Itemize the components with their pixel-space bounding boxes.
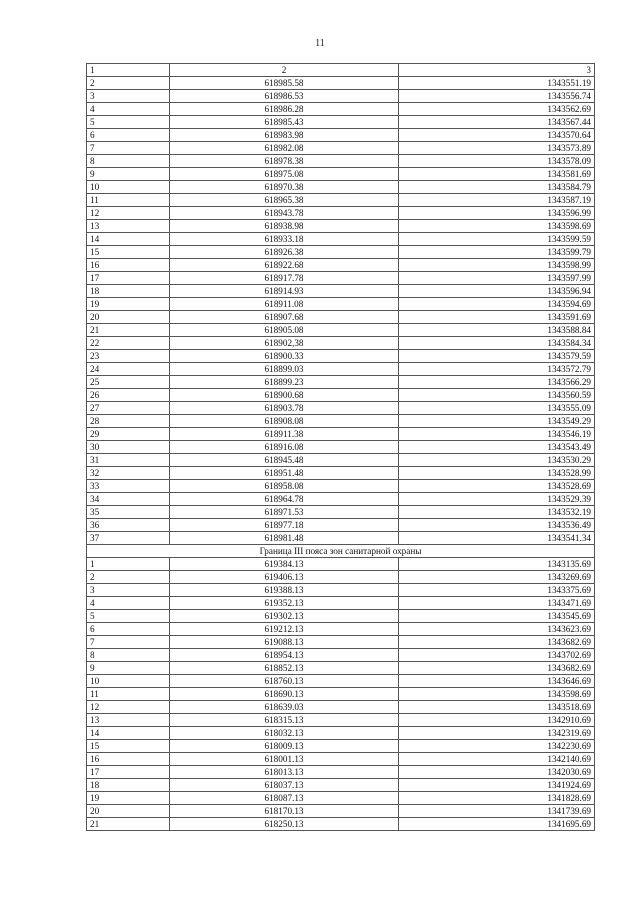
- y-coordinate-cell: 1343702.69: [399, 649, 595, 662]
- y-coordinate-cell: 1342319.69: [399, 727, 595, 740]
- point-number-cell: 19: [87, 298, 170, 311]
- table-row: [87, 792, 595, 805]
- point-number-cell: 17: [87, 272, 170, 285]
- table-row: [87, 220, 595, 233]
- table-row: [87, 519, 595, 532]
- section-title: Граница III пояса зон санитарной охраны: [87, 545, 595, 558]
- point-number-cell: 8: [87, 649, 170, 662]
- y-coordinate-cell: 1343562.69: [399, 103, 595, 116]
- y-coordinate-cell: 1343579.59: [399, 350, 595, 363]
- x-coordinate-cell: 618916.08: [170, 441, 399, 454]
- table-row: [87, 558, 595, 571]
- point-number-cell: 21: [87, 818, 170, 831]
- x-coordinate-cell: 618917.78: [170, 272, 399, 285]
- y-coordinate-cell: 1343560.59: [399, 389, 595, 402]
- point-number-cell: 10: [87, 675, 170, 688]
- point-number-cell: 7: [87, 142, 170, 155]
- point-number-cell: 7: [87, 636, 170, 649]
- point-number-cell: 23: [87, 350, 170, 363]
- x-coordinate-cell: 618013.13: [170, 766, 399, 779]
- table-row: [87, 571, 595, 584]
- table-row: [87, 402, 595, 415]
- table-row: [87, 311, 595, 324]
- y-coordinate-cell: 1343551.19: [399, 77, 595, 90]
- y-coordinate-cell: 1343646.69: [399, 675, 595, 688]
- point-number-cell: 15: [87, 246, 170, 259]
- point-number-cell: 6: [87, 129, 170, 142]
- x-coordinate-cell: 618975.08: [170, 168, 399, 181]
- x-coordinate-cell: 618900.68: [170, 389, 399, 402]
- y-coordinate-cell: 1343471.69: [399, 597, 595, 610]
- x-coordinate-cell: 619384.13: [170, 558, 399, 571]
- table-row: [87, 116, 595, 129]
- y-coordinate-cell: 1343573.89: [399, 142, 595, 155]
- y-coordinate-cell: 1343584.79: [399, 181, 595, 194]
- point-number-cell: 34: [87, 493, 170, 506]
- y-coordinate-cell: 1343581.69: [399, 168, 595, 181]
- x-coordinate-cell: 618907.68: [170, 311, 399, 324]
- table-row: [87, 155, 595, 168]
- x-coordinate-cell: 618905.08: [170, 324, 399, 337]
- x-coordinate-cell: 619352.13: [170, 597, 399, 610]
- y-coordinate-cell: 1343269.69: [399, 571, 595, 584]
- x-coordinate-cell: 618943.78: [170, 207, 399, 220]
- y-coordinate-cell: 1343541.34: [399, 532, 595, 545]
- table-row: [87, 805, 595, 818]
- y-coordinate-cell: 1343528.99: [399, 467, 595, 480]
- point-number-cell: 19: [87, 792, 170, 805]
- table-row: [87, 285, 595, 298]
- x-coordinate-cell: 618170.13: [170, 805, 399, 818]
- x-coordinate-cell: 618914.93: [170, 285, 399, 298]
- y-coordinate-cell: 1343528.69: [399, 480, 595, 493]
- y-coordinate-cell: 1343598.69: [399, 688, 595, 701]
- table-row: [87, 168, 595, 181]
- table-row: [87, 298, 595, 311]
- point-number-cell: 9: [87, 168, 170, 181]
- point-number-cell: 4: [87, 597, 170, 610]
- x-coordinate-cell: 618250.13: [170, 818, 399, 831]
- y-coordinate-cell: 1343588.84: [399, 324, 595, 337]
- x-coordinate-cell: 618965.38: [170, 194, 399, 207]
- x-coordinate-cell: 618009.13: [170, 740, 399, 753]
- point-number-cell: 2: [87, 77, 170, 90]
- x-coordinate-cell: 618986.28: [170, 103, 399, 116]
- table-row: [87, 363, 595, 376]
- x-coordinate-cell: 618639.03: [170, 701, 399, 714]
- table-row: [87, 337, 595, 350]
- x-coordinate-cell: 618945.48: [170, 454, 399, 467]
- x-coordinate-cell: 618971.53: [170, 506, 399, 519]
- point-number-cell: 8: [87, 155, 170, 168]
- section-row: [87, 545, 595, 558]
- point-number-cell: 12: [87, 207, 170, 220]
- y-coordinate-cell: 1342140.69: [399, 753, 595, 766]
- point-number-cell: 13: [87, 714, 170, 727]
- x-coordinate-cell: 618964.78: [170, 493, 399, 506]
- x-coordinate-cell: 618899.03: [170, 363, 399, 376]
- header-col-3: 3: [399, 64, 595, 77]
- x-coordinate-cell: 618954.13: [170, 649, 399, 662]
- point-number-cell: 37: [87, 532, 170, 545]
- x-coordinate-cell: 618315.13: [170, 714, 399, 727]
- table-row: [87, 324, 595, 337]
- y-coordinate-cell: 1341828.69: [399, 792, 595, 805]
- y-coordinate-cell: 1343555.09: [399, 402, 595, 415]
- x-coordinate-cell: 618977.18: [170, 519, 399, 532]
- x-coordinate-cell: 618911.38: [170, 428, 399, 441]
- y-coordinate-cell: 1343532.19: [399, 506, 595, 519]
- y-coordinate-cell: 1343549.29: [399, 415, 595, 428]
- x-coordinate-cell: 618001.13: [170, 753, 399, 766]
- y-coordinate-cell: 1343375.69: [399, 584, 595, 597]
- point-number-cell: 2: [87, 571, 170, 584]
- x-coordinate-cell: 618032.13: [170, 727, 399, 740]
- table-row: [87, 181, 595, 194]
- point-number-cell: 20: [87, 311, 170, 324]
- table-row: [87, 610, 595, 623]
- table-row: [87, 480, 595, 493]
- page-number: 11: [315, 38, 325, 49]
- point-number-cell: 1: [87, 558, 170, 571]
- y-coordinate-cell: 1343591.69: [399, 311, 595, 324]
- x-coordinate-cell: 618087.13: [170, 792, 399, 805]
- point-number-cell: 15: [87, 740, 170, 753]
- table-row: [87, 129, 595, 142]
- x-coordinate-cell: 618951.48: [170, 467, 399, 480]
- y-coordinate-cell: 1343596.94: [399, 285, 595, 298]
- table-row: [87, 818, 595, 831]
- point-number-cell: 17: [87, 766, 170, 779]
- y-coordinate-cell: 1343545.69: [399, 610, 595, 623]
- table-row: [87, 142, 595, 155]
- x-coordinate-cell: 619088.13: [170, 636, 399, 649]
- x-coordinate-cell: 618911.08: [170, 298, 399, 311]
- point-number-cell: 5: [87, 610, 170, 623]
- table-row: [87, 584, 595, 597]
- table-row: [87, 532, 595, 545]
- x-coordinate-cell: 618899.23: [170, 376, 399, 389]
- table-row: [87, 233, 595, 246]
- x-coordinate-cell: 618037.13: [170, 779, 399, 792]
- coordinates-table: [86, 63, 595, 831]
- x-coordinate-cell: 618852.13: [170, 662, 399, 675]
- y-coordinate-cell: 1343587.19: [399, 194, 595, 207]
- table-row: [87, 441, 595, 454]
- table-row: [87, 766, 595, 779]
- point-number-cell: 20: [87, 805, 170, 818]
- point-number-cell: 35: [87, 506, 170, 519]
- table-row: [87, 753, 595, 766]
- y-coordinate-cell: 1341695.69: [399, 818, 595, 831]
- x-coordinate-cell: 619302.13: [170, 610, 399, 623]
- table-row: [87, 675, 595, 688]
- table-row: [87, 376, 595, 389]
- point-number-cell: 36: [87, 519, 170, 532]
- point-number-cell: 5: [87, 116, 170, 129]
- x-coordinate-cell: 618926.38: [170, 246, 399, 259]
- x-coordinate-cell: 618970.38: [170, 181, 399, 194]
- header-col-2: 2: [170, 64, 399, 77]
- table-row: [87, 194, 595, 207]
- table-row: [87, 649, 595, 662]
- point-number-cell: 6: [87, 623, 170, 636]
- y-coordinate-cell: 1343570.64: [399, 129, 595, 142]
- table-row: [87, 90, 595, 103]
- y-coordinate-cell: 1341739.69: [399, 805, 595, 818]
- x-coordinate-cell: 618690.13: [170, 688, 399, 701]
- y-coordinate-cell: 1343597.99: [399, 272, 595, 285]
- y-coordinate-cell: 1343598.99: [399, 259, 595, 272]
- point-number-cell: 21: [87, 324, 170, 337]
- point-number-cell: 14: [87, 727, 170, 740]
- x-coordinate-cell: 618902,38: [170, 337, 399, 350]
- table-row: [87, 428, 595, 441]
- point-number-cell: 3: [87, 584, 170, 597]
- y-coordinate-cell: 1343530.29: [399, 454, 595, 467]
- y-coordinate-cell: 1343135.69: [399, 558, 595, 571]
- y-coordinate-cell: 1343599.79: [399, 246, 595, 259]
- x-coordinate-cell: 618986.53: [170, 90, 399, 103]
- table-row: [87, 246, 595, 259]
- y-coordinate-cell: 1343596.99: [399, 207, 595, 220]
- y-coordinate-cell: 1343529.39: [399, 493, 595, 506]
- y-coordinate-cell: 1342230.69: [399, 740, 595, 753]
- point-number-cell: 24: [87, 363, 170, 376]
- x-coordinate-cell: 618933.18: [170, 233, 399, 246]
- point-number-cell: 27: [87, 402, 170, 415]
- table-row: [87, 350, 595, 363]
- point-number-cell: 22: [87, 337, 170, 350]
- point-number-cell: 13: [87, 220, 170, 233]
- point-number-cell: 30: [87, 441, 170, 454]
- table-row: [87, 467, 595, 480]
- x-coordinate-cell: 618983.98: [170, 129, 399, 142]
- point-number-cell: 32: [87, 467, 170, 480]
- y-coordinate-cell: 1343518.69: [399, 701, 595, 714]
- point-number-cell: 16: [87, 753, 170, 766]
- x-coordinate-cell: 618985.43: [170, 116, 399, 129]
- table-header-row: [87, 64, 595, 77]
- point-number-cell: 33: [87, 480, 170, 493]
- y-coordinate-cell: 1341924.69: [399, 779, 595, 792]
- point-number-cell: 29: [87, 428, 170, 441]
- table-row: [87, 389, 595, 402]
- table-row: [87, 662, 595, 675]
- table-row: [87, 77, 595, 90]
- x-coordinate-cell: 618900.33: [170, 350, 399, 363]
- y-coordinate-cell: 1342030.69: [399, 766, 595, 779]
- table-row: [87, 207, 595, 220]
- point-number-cell: 4: [87, 103, 170, 116]
- y-coordinate-cell: 1343572.79: [399, 363, 595, 376]
- table-row: [87, 415, 595, 428]
- table-row: [87, 597, 595, 610]
- point-number-cell: 18: [87, 285, 170, 298]
- table-row: [87, 272, 595, 285]
- y-coordinate-cell: 1343567.44: [399, 116, 595, 129]
- x-coordinate-cell: 618981.48: [170, 532, 399, 545]
- table-row: [87, 493, 595, 506]
- point-number-cell: 11: [87, 688, 170, 701]
- y-coordinate-cell: 1343682.69: [399, 636, 595, 649]
- y-coordinate-cell: 1343546.19: [399, 428, 595, 441]
- table-row: [87, 740, 595, 753]
- point-number-cell: 14: [87, 233, 170, 246]
- y-coordinate-cell: 1343556.74: [399, 90, 595, 103]
- table-row: [87, 727, 595, 740]
- y-coordinate-cell: 1343536.49: [399, 519, 595, 532]
- x-coordinate-cell: 618908.08: [170, 415, 399, 428]
- x-coordinate-cell: 619212.13: [170, 623, 399, 636]
- y-coordinate-cell: 1343543.49: [399, 441, 595, 454]
- point-number-cell: 10: [87, 181, 170, 194]
- table-row: [87, 779, 595, 792]
- x-coordinate-cell: 618982.08: [170, 142, 399, 155]
- point-number-cell: 9: [87, 662, 170, 675]
- y-coordinate-cell: 1343594.69: [399, 298, 595, 311]
- x-coordinate-cell: 618985.58: [170, 77, 399, 90]
- point-number-cell: 12: [87, 701, 170, 714]
- x-coordinate-cell: 618938.98: [170, 220, 399, 233]
- x-coordinate-cell: 619406.13: [170, 571, 399, 584]
- y-coordinate-cell: 1343623.69: [399, 623, 595, 636]
- y-coordinate-cell: 1343598.69: [399, 220, 595, 233]
- x-coordinate-cell: 618958.08: [170, 480, 399, 493]
- table-row: [87, 701, 595, 714]
- table-row: [87, 714, 595, 727]
- table-row: [87, 636, 595, 649]
- point-number-cell: 3: [87, 90, 170, 103]
- point-number-cell: 28: [87, 415, 170, 428]
- table-row: [87, 454, 595, 467]
- header-col-1: 1: [87, 64, 170, 77]
- point-number-cell: 16: [87, 259, 170, 272]
- y-coordinate-cell: 1342910.69: [399, 714, 595, 727]
- point-number-cell: 26: [87, 389, 170, 402]
- point-number-cell: 18: [87, 779, 170, 792]
- table-row: [87, 506, 595, 519]
- x-coordinate-cell: 618922.68: [170, 259, 399, 272]
- table-row: [87, 623, 595, 636]
- table-row: [87, 259, 595, 272]
- point-number-cell: 25: [87, 376, 170, 389]
- x-coordinate-cell: 619388.13: [170, 584, 399, 597]
- y-coordinate-cell: 1343566.29: [399, 376, 595, 389]
- x-coordinate-cell: 618760.13: [170, 675, 399, 688]
- table-row: [87, 103, 595, 116]
- y-coordinate-cell: 1343599.59: [399, 233, 595, 246]
- y-coordinate-cell: 1343584.34: [399, 337, 595, 350]
- point-number-cell: 31: [87, 454, 170, 467]
- point-number-cell: 11: [87, 194, 170, 207]
- x-coordinate-cell: 618978.38: [170, 155, 399, 168]
- table-row: [87, 688, 595, 701]
- y-coordinate-cell: 1343682.69: [399, 662, 595, 675]
- coordinates-table-body: [87, 64, 595, 831]
- x-coordinate-cell: 618903.78: [170, 402, 399, 415]
- y-coordinate-cell: 1343578.09: [399, 155, 595, 168]
